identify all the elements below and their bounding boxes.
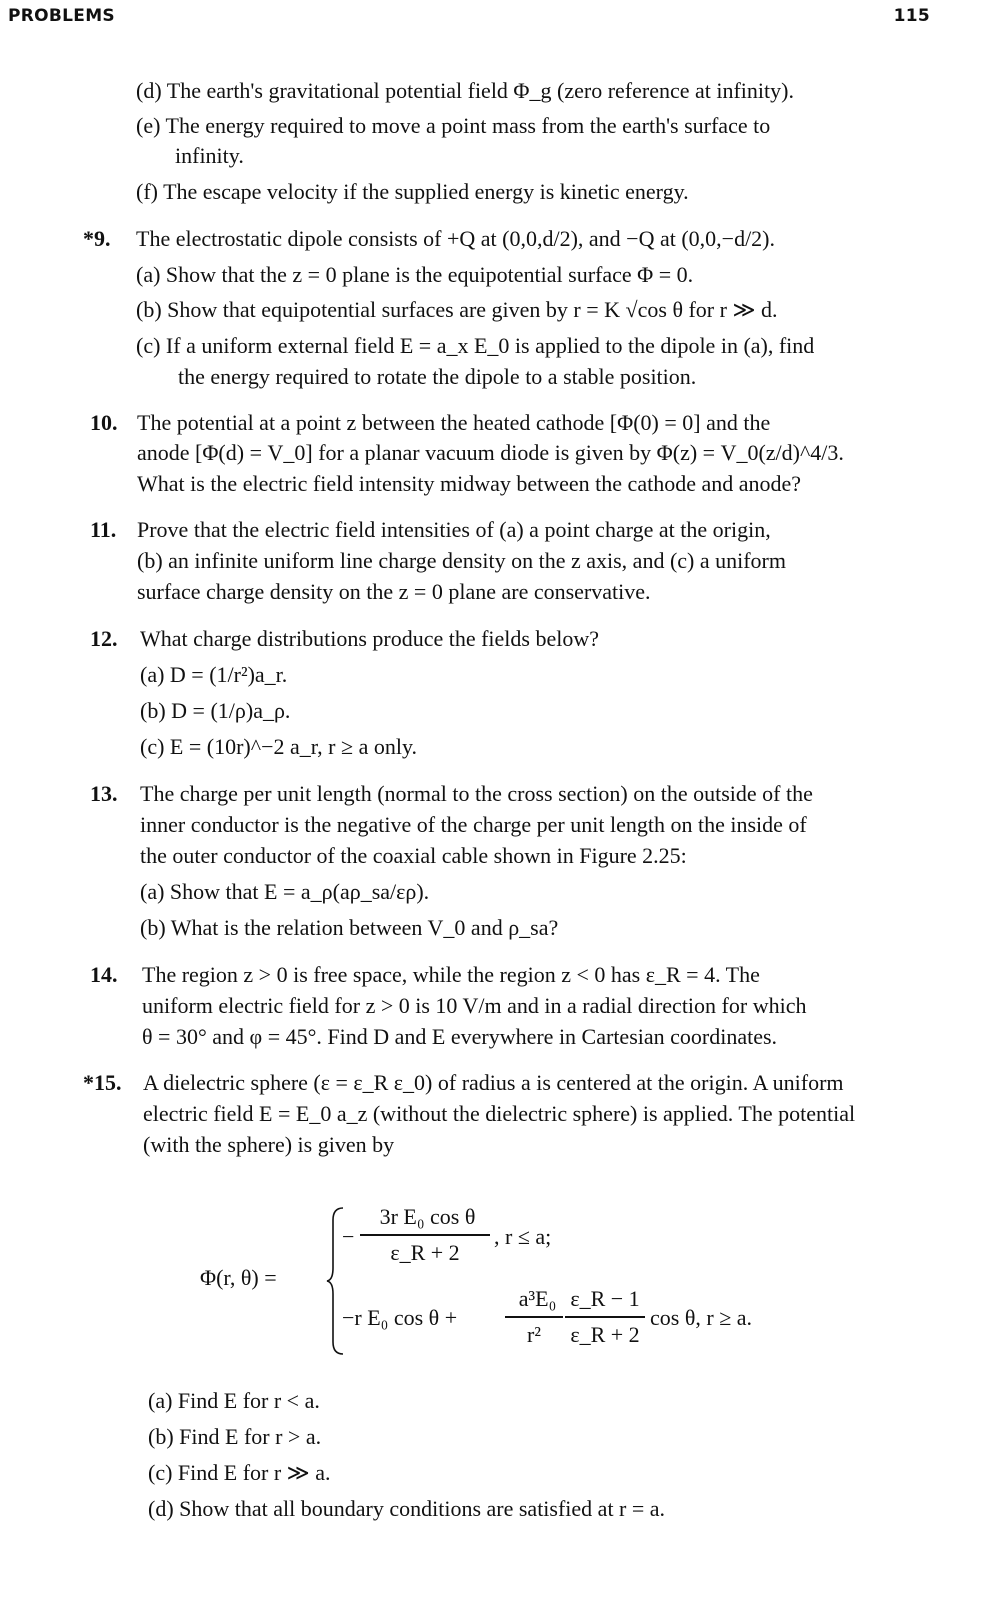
problem-13-line3: the outer conductor of the coaxial cable shown in Figure 2.25: (140, 843, 687, 868)
problem-9a: (a) Show that the z = 0 plane is the equipotential surface Φ = 0. (136, 262, 694, 287)
problem-10-line3: What is the electric field intensity midway between the cathode and anode? (137, 471, 802, 496)
problem-12a: (a) D = (1/r²)a_r. (140, 662, 288, 687)
case2-lead: −r E₀ cos θ + (342, 1305, 458, 1330)
problem-8d: (d) The earth's gravitational potential field Φ_g (zero reference at infinity). (136, 78, 794, 103)
problem-11-line3: surface charge density on the z = 0 plane are conservative. (137, 579, 651, 604)
problem-11-line1: Prove that the electric field intensities of (a) a point charge at the origin, (137, 517, 771, 542)
case1-sign: − (342, 1224, 355, 1249)
problem-15a: (a) Find E for r < a. (148, 1388, 320, 1413)
problem-8f: (f) The escape velocity if the supplied energy is kinetic energy. (136, 179, 689, 204)
problem-14-line2: uniform electric field for z > 0 is 10 V/m and in a radial direction for which (142, 993, 807, 1018)
case2-numerator-2: ε_R − 1 (570, 1286, 640, 1311)
problem-14-line3: θ = 30° and φ = 45°. Find D and E everywhere in Cartesian coordinates. (142, 1024, 778, 1049)
problem-15-line2: electric field E = E_0 a_z (without the dielectric sphere) is applied. The potential (143, 1101, 856, 1126)
case2-fraction-bar-1 (505, 1316, 563, 1318)
problem-9c-line1: (c) If a uniform external field E = a_x E_0 is applied to the dipole in (a), find (136, 333, 815, 358)
case1-denominator: ε_R + 2 (390, 1240, 460, 1265)
problem-10-line1: The potential at a point z between the heated cathode [Φ(0) = 0] and the (137, 410, 771, 435)
case2-numerator-1: a³E₀ (518, 1286, 557, 1311)
equation-lhs: Φ(r, θ) = (200, 1265, 277, 1290)
problem-15b: (b) Find E for r > a. (148, 1424, 322, 1449)
page-number: 115 (893, 6, 930, 26)
problem-13-line1: The charge per unit length (normal to the cross section) on the outside of the (140, 781, 813, 806)
problem-12b: (b) D = (1/ρ)a_ρ. (140, 698, 291, 723)
problem-10-line2: anode [Φ(d) = V_0] for a planar vacuum diode is given by Φ(z) = V_0(z/d)^4/3. (137, 440, 844, 465)
running-header-section: PROBLEMS (8, 6, 115, 26)
case2-tail: cos θ, r ≥ a. (650, 1305, 753, 1330)
problem-12-stem: What charge distributions produce the fields below? (140, 626, 600, 651)
problem-number-15: *15. (83, 1070, 122, 1095)
problem-number-10: 10. (90, 410, 118, 435)
problem-13b: (b) What is the relation between V_0 and ρ_sa? (140, 915, 559, 940)
problem-15d: (d) Show that all boundary conditions are satisfied at r = a. (148, 1496, 666, 1521)
problem-14-line1: The region z > 0 is free space, while the region z < 0 has ε_R = 4. The (142, 962, 760, 987)
problem-13-line2: inner conductor is the negative of the charge per unit length on the inside of (140, 812, 807, 837)
problem-9b: (b) Show that equipotential surfaces are given by r = K √cos θ for r ≫ d. (136, 297, 778, 322)
problem-9c-line2: the energy required to rotate the dipole to a stable position. (178, 364, 697, 389)
problem-15-line3: (with the sphere) is given by (143, 1132, 395, 1157)
problem-9-stem: The electrostatic dipole consists of +Q at (0,0,d/2), and −Q at (0,0,−d/2). (136, 226, 776, 251)
problem-number-13: 13. (90, 781, 118, 806)
problem-number-12: 12. (90, 626, 118, 651)
problem-8e-line2: infinity. (175, 143, 244, 168)
case1-fraction-bar (360, 1234, 490, 1236)
problem-11-line2: (b) an infinite uniform line charge density on the z axis, and (c) a uniform (137, 548, 786, 573)
problem-15-line1: A dielectric sphere (ε = ε_R ε_0) of radius a is centered at the origin. A uniform (143, 1070, 844, 1095)
case1-numerator: 3r E₀ cos θ (379, 1204, 476, 1229)
problem-8e-line1: (e) The energy required to move a point mass from the earth's surface to (136, 113, 771, 138)
problem-13a: (a) Show that E = a_ρ(aρ_sa/ερ). (140, 879, 430, 904)
problem-number-11: 11. (90, 517, 117, 542)
case2-fraction-bar-2 (565, 1316, 645, 1318)
problem-15c: (c) Find E for r ≫ a. (148, 1460, 331, 1485)
problem-number-14: 14. (90, 962, 118, 987)
problem-12c: (c) E = (10r)^−2 a_r, r ≥ a only. (140, 734, 418, 759)
case2-denominator-1: r² (527, 1322, 541, 1347)
problem-number-9: *9. (83, 226, 111, 251)
case2-denominator-2: ε_R + 2 (570, 1322, 640, 1347)
case1-condition: , r ≤ a; (494, 1224, 552, 1249)
